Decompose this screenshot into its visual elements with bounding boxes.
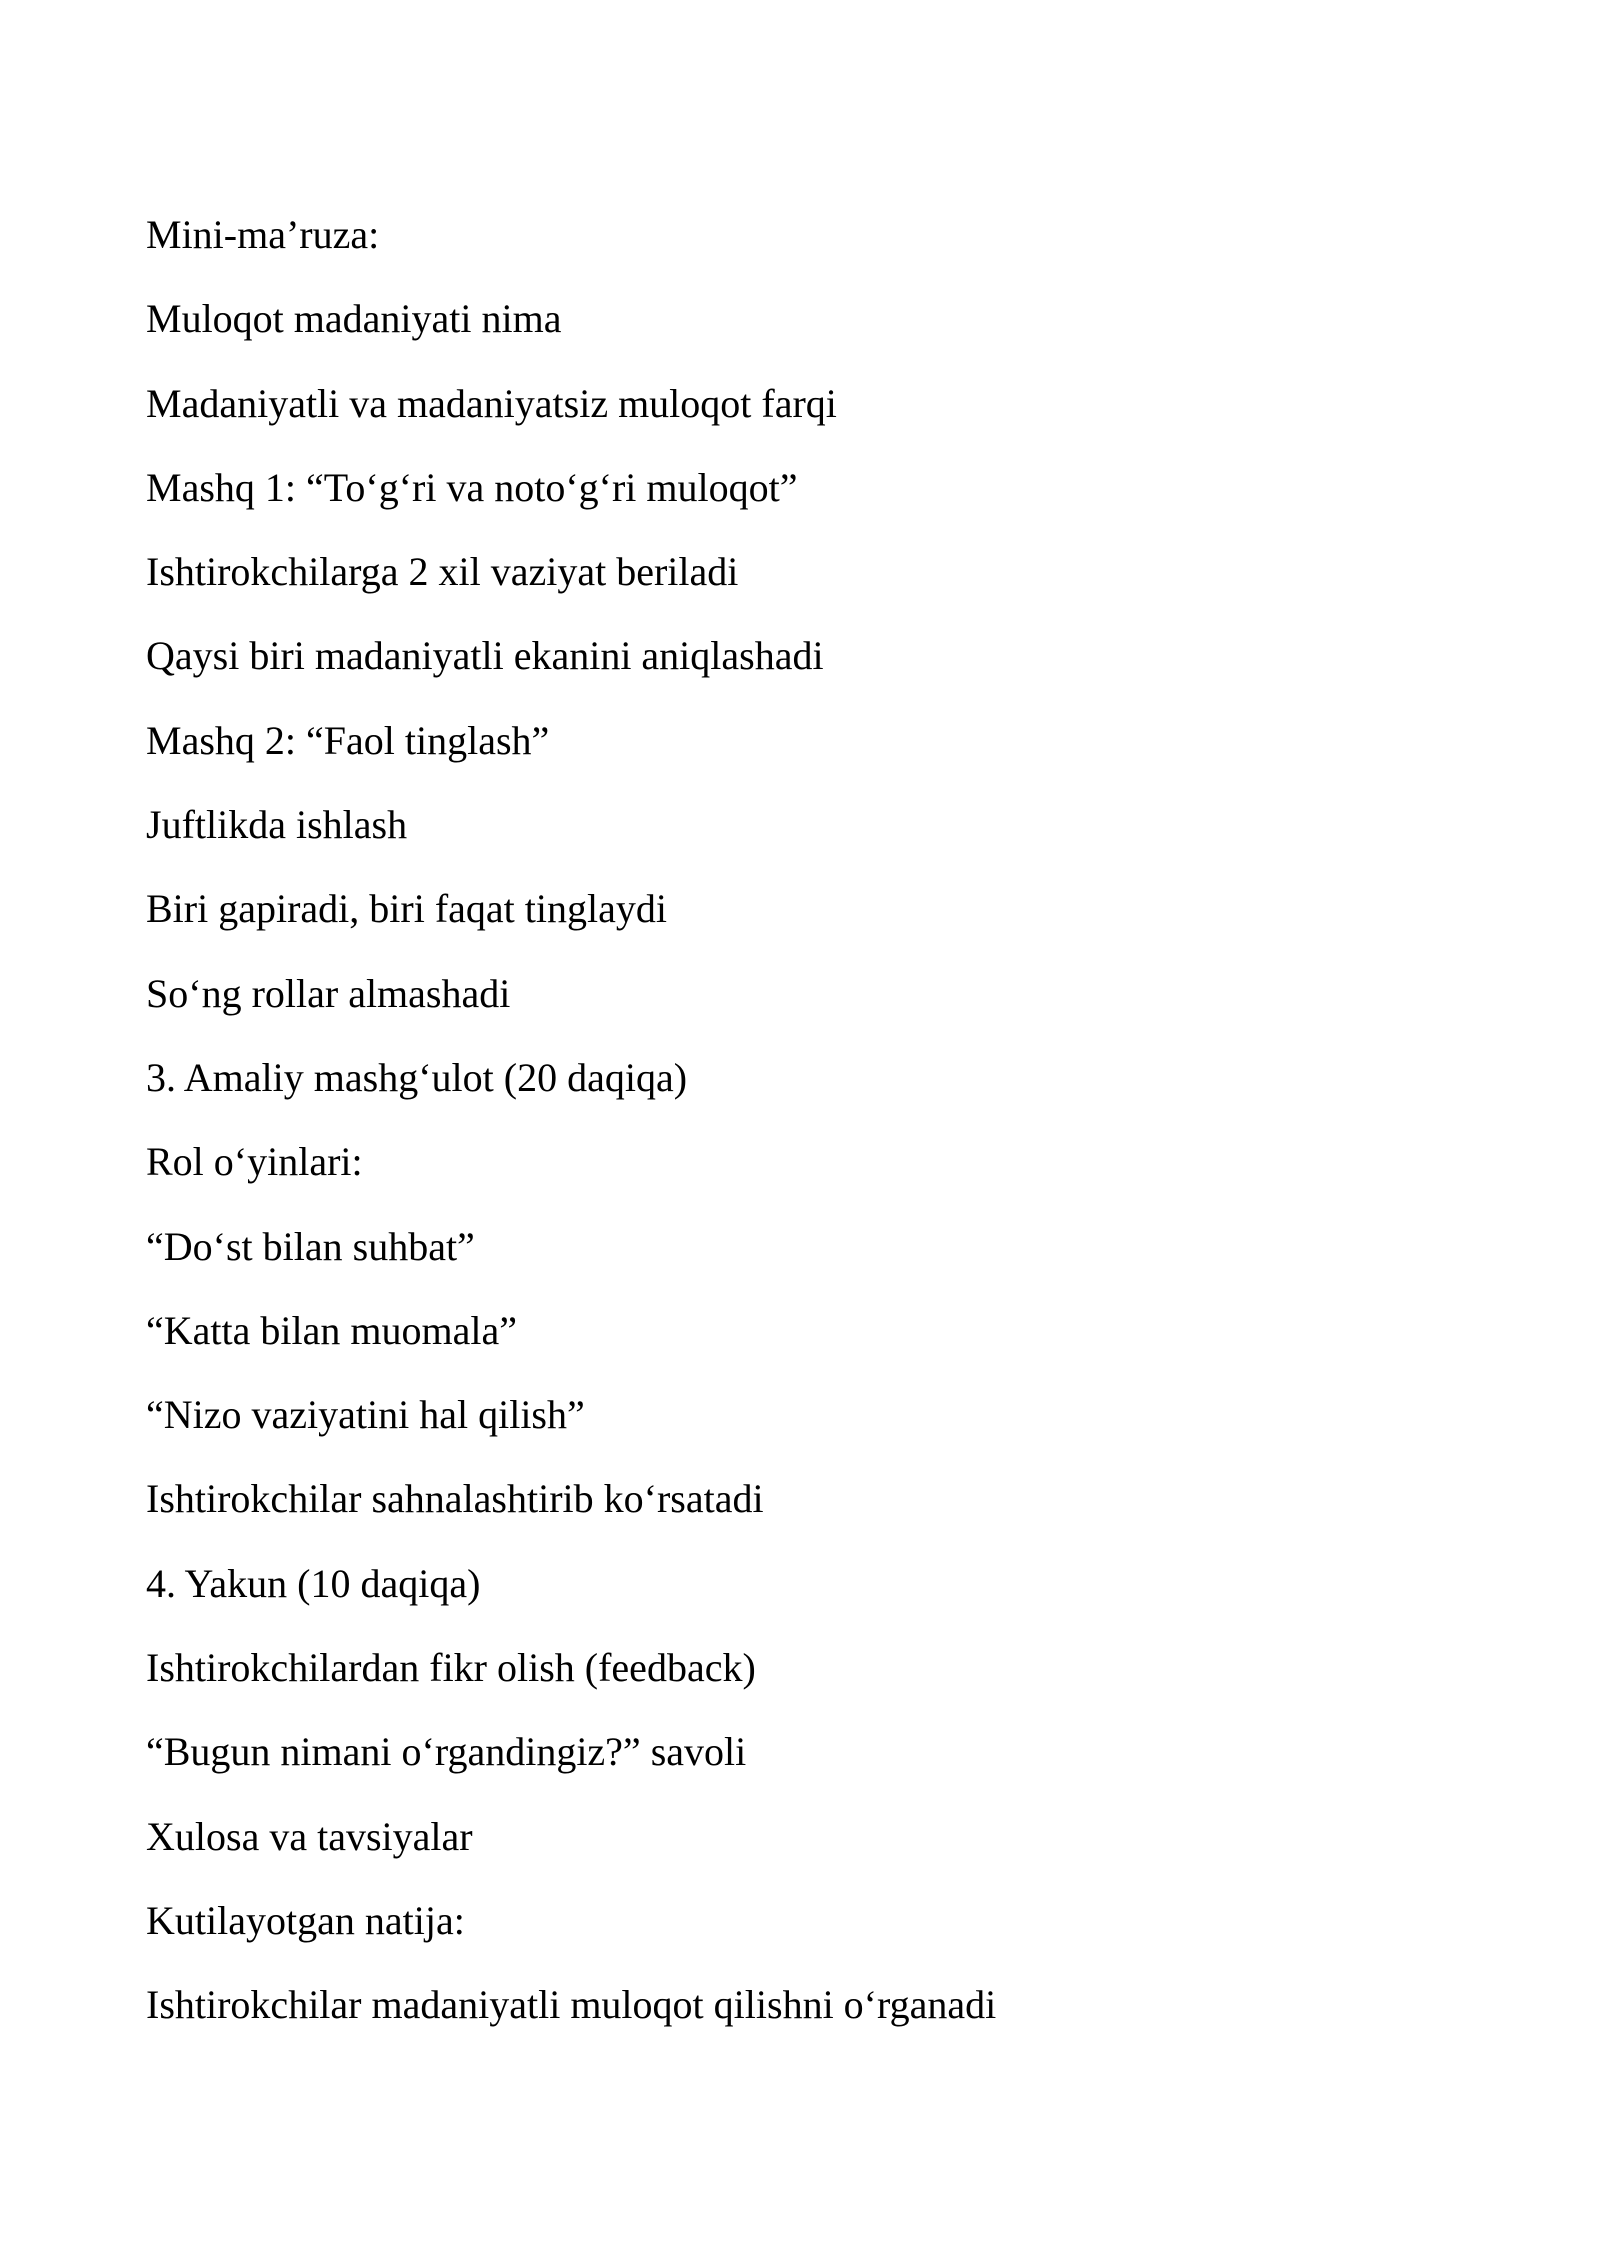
section-label-mini-lecture: Mini-ma’ruza: bbox=[146, 212, 380, 257]
text-line: Ishtirokchilar sahnalashtirib ko‘rsatadi bbox=[146, 1476, 764, 1522]
text-line: Qaysi biri madaniyatli ekanini aniqlashadi bbox=[146, 633, 824, 679]
text-line: “Katta bilan muomala” bbox=[146, 1307, 517, 1353]
section-heading-practical: 3. Amaliy mashg‘ulot (20 daqiqa) bbox=[146, 1054, 688, 1100]
exercise-2-heading: Mashq 2: “Faol tinglash” bbox=[146, 717, 550, 763]
text-line: Xulosa va tavsiyalar bbox=[146, 1813, 473, 1859]
text-line: Muloqot madaniyati nima bbox=[146, 296, 562, 342]
text-line: Madaniyatli va madaniyatsiz muloqot farqi bbox=[146, 380, 837, 426]
section-label-expected-result: Kutilayotgan natija: bbox=[146, 1897, 465, 1943]
text-line: “Nizo vaziyatini hal qilish” bbox=[146, 1392, 585, 1438]
text-line: “Do‘st bilan suhbat” bbox=[146, 1223, 475, 1269]
text-line: Juftlikda ishlash bbox=[146, 802, 408, 848]
text-line: “Bugun nimani o‘rgandingiz?” savoli bbox=[146, 1729, 747, 1775]
exercise-1-heading: Mashq 1: “To‘g‘ri va noto‘g‘ri muloqot” bbox=[146, 464, 798, 510]
text-line: Ishtirokchilarga 2 xil vaziyat beriladi bbox=[146, 549, 739, 595]
text-line: Ishtirokchilar madaniyatli muloqot qilishni o‘rganadi bbox=[146, 1982, 997, 2028]
document-body bbox=[146, 193, 996, 2048]
text-line: Ishtirokchilardan fikr olish (feedback) bbox=[146, 1645, 756, 1691]
text-line: So‘ng rollar almashadi bbox=[146, 970, 511, 1016]
text-line: Biri gapiradi, biri faqat tinglaydi bbox=[146, 886, 667, 932]
section-label-role-plays: Rol o‘yinlari: bbox=[146, 1139, 363, 1185]
section-heading-conclusion: 4. Yakun (10 daqiqa) bbox=[146, 1560, 481, 1606]
